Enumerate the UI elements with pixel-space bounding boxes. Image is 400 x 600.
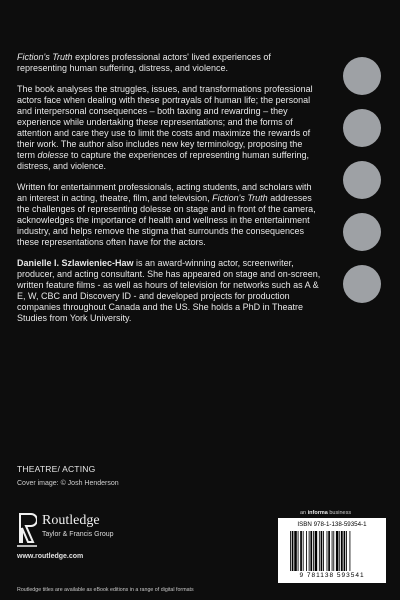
author-bio — [17, 258, 322, 324]
blurb — [17, 52, 322, 334]
blurb-paragraph-2 — [17, 84, 322, 172]
publisher-group: Taylor & Francis Group — [42, 531, 114, 538]
decorative-dot — [343, 109, 381, 147]
decorative-dot — [343, 57, 381, 95]
blurb-text: Written for entertainment professionals, acting students, and scholars with an interest in acting, theatre, film, and television, — [17, 182, 312, 203]
decorative-dot — [343, 265, 381, 303]
blurb-text: addresses the challenges of representing dolesse on stage and in front of the camera, acknowledges the importance of health and wellness in the entertainment industry, and helps remove the stigma that surrounds the consequences these representations often have for the actors. — [17, 193, 316, 247]
decorative-dots — [343, 57, 383, 317]
barcode-icon — [290, 531, 374, 571]
key-term: dolesse — [37, 150, 69, 160]
author-name: Danielle I. Szlawieniec-Haw — [17, 258, 134, 268]
publisher-logo — [17, 512, 177, 562]
isbn-label: ISBN 978-1-138-59354-1 — [297, 521, 367, 528]
author-bio-text: is an award-winning actor, screenwriter, producer, and acting consultant. She has appeared on stage and on-screen, written feature films - as well as hours of television for networks such as A & E, W, CBC and Discovery ID - and developed projects for production companies throughout Canada and the US. She holds a PhD in Theatre Studies from York University. — [17, 258, 321, 323]
blurb-text: explores professional actors' lived experiences of representing human suffering, distress, and violence. — [17, 52, 271, 73]
publisher-name: Routledge — [42, 513, 100, 528]
isbn-barcode-box — [278, 518, 386, 583]
cover-credit: Cover image: © Josh Henderson — [17, 480, 119, 487]
publisher-url[interactable]: www.routledge.com — [17, 553, 84, 560]
ebook-note: Routledge titles are available as eBook editions in a range of digital formats — [17, 587, 194, 593]
book-title: Fiction's Truth — [17, 52, 73, 62]
blurb-text: The book analyses the struggles, issues, and transformations professional actors face when dealing with these portrayals of human life; the personal and interpersonal consequences – both taxing and rewarding – they experience while undertaking these representations; and the forms of attention and care they use to limit the costs and maximize the rewards of their work. The author also includes new key terminology, proposing the term — [17, 84, 313, 160]
subject-category: THEATRE/ ACTING — [17, 464, 96, 474]
informa-brand: informa — [307, 510, 328, 516]
informa-tag: an informa business — [300, 510, 352, 516]
decorative-dot — [343, 213, 381, 251]
blurb-paragraph-1 — [17, 52, 322, 74]
routledge-logo-icon — [17, 512, 37, 548]
book-title: Fiction's Truth — [212, 193, 268, 203]
blurb-paragraph-3 — [17, 182, 322, 248]
blurb-text: to capture the experiences of representing human suffering, distress, and violence. — [17, 150, 310, 171]
barcode-digits: 9 781138 593541 — [299, 572, 365, 579]
decorative-dot — [343, 161, 381, 199]
